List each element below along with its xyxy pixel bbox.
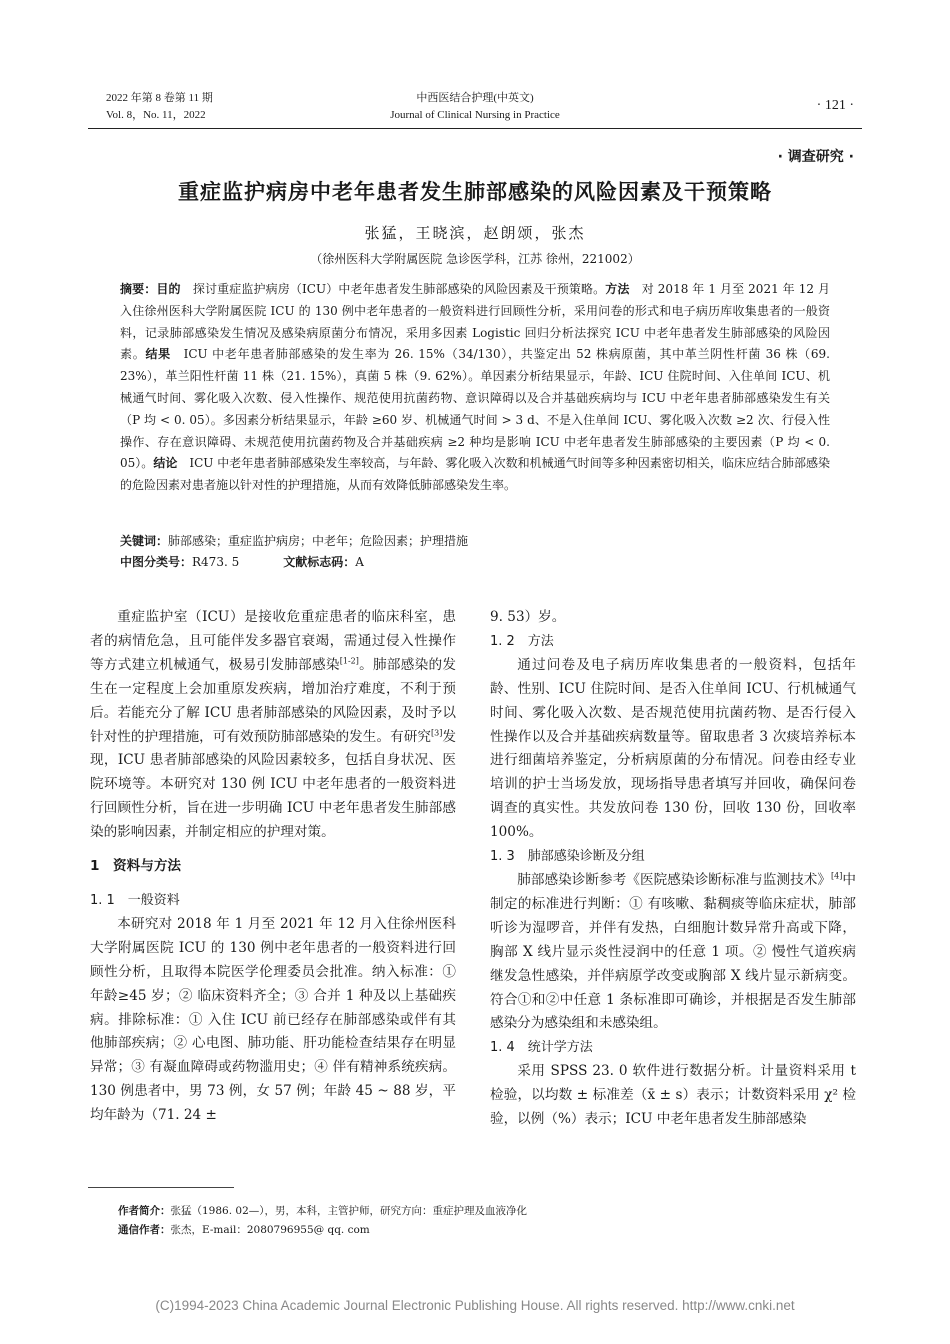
keywords-text: 肺部感染；重症监护病房；中老年；危险因素；护理措施	[168, 534, 469, 548]
intro-text-2: 。肺部感染的发生在一定程度上会加重原发疾病，增加治疗难度，不利于预后。若能充分了解 ICU 患者肺部感染的风险因素，及时予以针对性的护理措施，可有效预防肺部感染的发生。有研究	[90, 656, 456, 745]
page-number: · 121 ·	[816, 98, 854, 113]
author-bio-label: 作者简介：	[118, 1205, 171, 1217]
intro-text-1: 重症监护室（ICU）是接收危重症患者的临床科室，患者的病情危急，且可能伴发多器官衰竭，需通过侵入性操作等方式建立机械通气，极易引发肺部感染	[90, 609, 456, 673]
footnote-divider	[88, 1187, 234, 1188]
methods-text: 对 2018 年 1 月至 2021 年 12 月入住徐州医科大学附属医院 ICU 的 130 例中老年患者的一般资料进行回顾性分析，采用问卷的形式和电子病历库收集患者的一般资料，记录肺部感染发生情况及感染病原菌分布情况，采用多因素 Logistic 回归分析法探究 ICU 中老年患者发生肺部感染的风险因素。	[120, 282, 830, 362]
paper-title: 重症监护病房中老年患者发生肺部感染的风险因素及干预策略	[178, 180, 772, 204]
header-divider	[88, 128, 862, 129]
conclusion-label: 结论	[153, 456, 178, 471]
clc-label: 中图分类号：	[120, 555, 193, 569]
methods-label: 方法	[605, 282, 630, 296]
doc-code-value: A	[355, 555, 364, 569]
journal-name	[330, 90, 620, 124]
issue-cn: 2022 年第 8 卷第 11 期	[106, 92, 213, 104]
continued-text: 9. 53）岁。	[490, 609, 566, 625]
statistics-paragraph: 采用 SPSS 23. 0 软件进行数据分析。计量资料采用 t 检验，以均数 ± 标准差（x̄ ± s）表示；计数资料采用 χ² 检验，以例（%）表示；ICU 中老年患者发生肺部感染	[490, 1063, 856, 1128]
citation-1-2: [1-2]	[339, 656, 359, 666]
objective-text: 探讨重症监护病房（ICU）中老年患者发生肺部感染的风险因素及干预策略。	[192, 282, 606, 296]
results-text: ICU 中老年患者肺部感染的发生率为 26. 15%（34/130），共鉴定出 52 株病原菌，其中革兰阴性杆菌 36 株（69. 23%），革兰阳性杆菌 11 株（21. 15%），真菌 5 株（9. 62%）。单因素分析结果显示，年龄、ICU 住院时间、入住单间 ICU、机械通气时间、雾化吸入次数、侵入性操作、规范使用抗菌药物、意识障碍以及合并基础疾病均与 ICU 中老年患者肺部感染发生有关（P 均 < 0. 05）。多因素分析结果显示，年龄 ≥60 岁、机械通气时间 > 3 d、不是入住单间 ICU、雾化吸入次数 ≥2 次、行侵入性操作、存在意识障碍、未规范使用抗菌药物及合并基础疾病 ≥2 种均是影响 ICU 中老年患者发生肺部感染的主要因素（P 均 < 0. 05）。	[120, 347, 830, 471]
journal-name-cn: 中西医结合护理(中英文)	[416, 92, 534, 104]
diagnosis-text-1: 肺部感染诊断参考《医院感染诊断标准与监测技术》	[517, 871, 832, 888]
section-tag: · 调查研究 ·	[777, 149, 854, 165]
subsection-1-3-heading: 1. 3 肺部感染诊断及分组	[490, 849, 645, 865]
abstract	[120, 279, 830, 497]
keywords-label: 关键词：	[120, 534, 169, 548]
citation-3: [3]	[431, 728, 443, 737]
results-label: 结果	[145, 347, 171, 362]
corresponding-author	[118, 1221, 370, 1239]
citation-4: [4]	[831, 871, 843, 881]
conclusion-text: ICU 中老年患者肺部感染发生率较高，与年龄、雾化吸入次数和机械通气时间等多种因素密切相关，临床应结合肺部感染的危险因素对患者施以针对性的护理措施，从而有效降低肺部感染发生率。	[120, 456, 830, 493]
classification	[120, 552, 364, 573]
methods-paragraph: 通过问卷及电子病历库收集患者的一般资料，包括年龄、性别、ICU 住院时间、是否入住单间 ICU、行机械通气时间、雾化吸入次数、是否规范使用抗菌药物、是否行侵入性操作以及合并基础疾病数量等。留取患者 3 次痰培养标本进行细菌培养鉴定，分析病原菌的分布情况。问卷由经专业培训的护士当场发放，现场指导患者填写并回收，确保问卷调查的真实性。共发放问卷 130 份，回收 130 份，回收率 100%。	[490, 656, 856, 841]
subsection-1-1-heading: 1. 1 一般资料	[90, 892, 180, 908]
diagnosis-text-2: 中制定的标准进行判断：① 有咳嗽、黏稠痰等临床症状，肺部听诊为湿啰音，并伴有发热，白细胞计数异常升高或下降，胸部 X 线片显示炎性浸润中的任意 1 项。② 慢性气道疾病继发急性感染，并伴病原学改变或胸部 X 线片显示新病变。符合①和②中任意 1 条标准即可确诊，并根据是否发生肺部感染分为感染组和未感染组。	[490, 871, 857, 1032]
intro-paragraph	[90, 606, 456, 845]
corresponding-text: 张杰，E-mail：2080796955@ qq. com	[170, 1224, 370, 1236]
diagnosis-paragraph	[490, 869, 856, 1036]
keywords	[120, 531, 830, 552]
journal-issue	[106, 90, 213, 124]
intro-text-3: 发现，ICU 患者肺部感染的风险因素较多，包括自身状况、医院环境等。本研究对 130 例 ICU 中老年患者的一般资料进行回顾性分析，旨在进一步明确 ICU 中老年患者发生肺部感染的影响因素，并制定相应的护理对策。	[90, 728, 456, 841]
body-right-column	[490, 606, 856, 1132]
abstract-label: 摘要：	[120, 282, 157, 296]
journal-name-en: Journal of Clinical Nursing in Practice	[390, 109, 560, 121]
clc-value: R473. 5	[192, 555, 240, 569]
subsection-1-4-heading: 1. 4 统计学方法	[490, 1040, 593, 1056]
authors: 张猛，王晓滨，赵朗颂，张杰	[364, 224, 586, 242]
section-1-heading: 1 资料与方法	[90, 858, 182, 875]
subsection-1-2-heading: 1. 2 方法	[490, 633, 554, 649]
issue-en: Vol. 8，No. 11，2022	[106, 109, 206, 121]
objective-label: 目的	[156, 282, 181, 296]
copyright-notice: (C)1994-2023 China Academic Journal Electronic Publishing House. All rights reserved. http://www.cnki.net	[155, 1298, 795, 1313]
corresponding-label: 通信作者：	[118, 1224, 171, 1236]
author-bio	[118, 1202, 527, 1220]
affiliation: （徐州医科大学附属医院 急诊医学科，江苏 徐州，221002）	[310, 252, 640, 266]
author-bio-text: 张猛（1986. 02—），男，本科，主管护师，研究方向：重症护理及血液净化	[170, 1205, 528, 1217]
doc-code-label: 文献标志码：	[283, 555, 356, 569]
general-data-paragraph: 本研究对 2018 年 1 月至 2021 年 12 月入住徐州医科大学附属医院 ICU 的 130 例中老年患者的一般资料进行回顾性分析，且取得本院医学伦理委员会批准。纳入标准：① 年龄≥45 岁；② 临床资料齐全；③ 合并 1 种及以上基础疾病。排除标准：① 入住 ICU 前已经存在肺部感染或伴有其他肺部疾病；② 心电图、肺功能、肝功能检查结果存在明显异常；③ 有凝血障碍或药物滥用史；④ 伴有精神系统疾病。130 例患者中，男 73 例，女 57 例；年龄 45 ~ 88 岁，平均年龄为（71. 24 ±	[90, 915, 456, 1124]
body-left-column	[90, 606, 456, 1128]
